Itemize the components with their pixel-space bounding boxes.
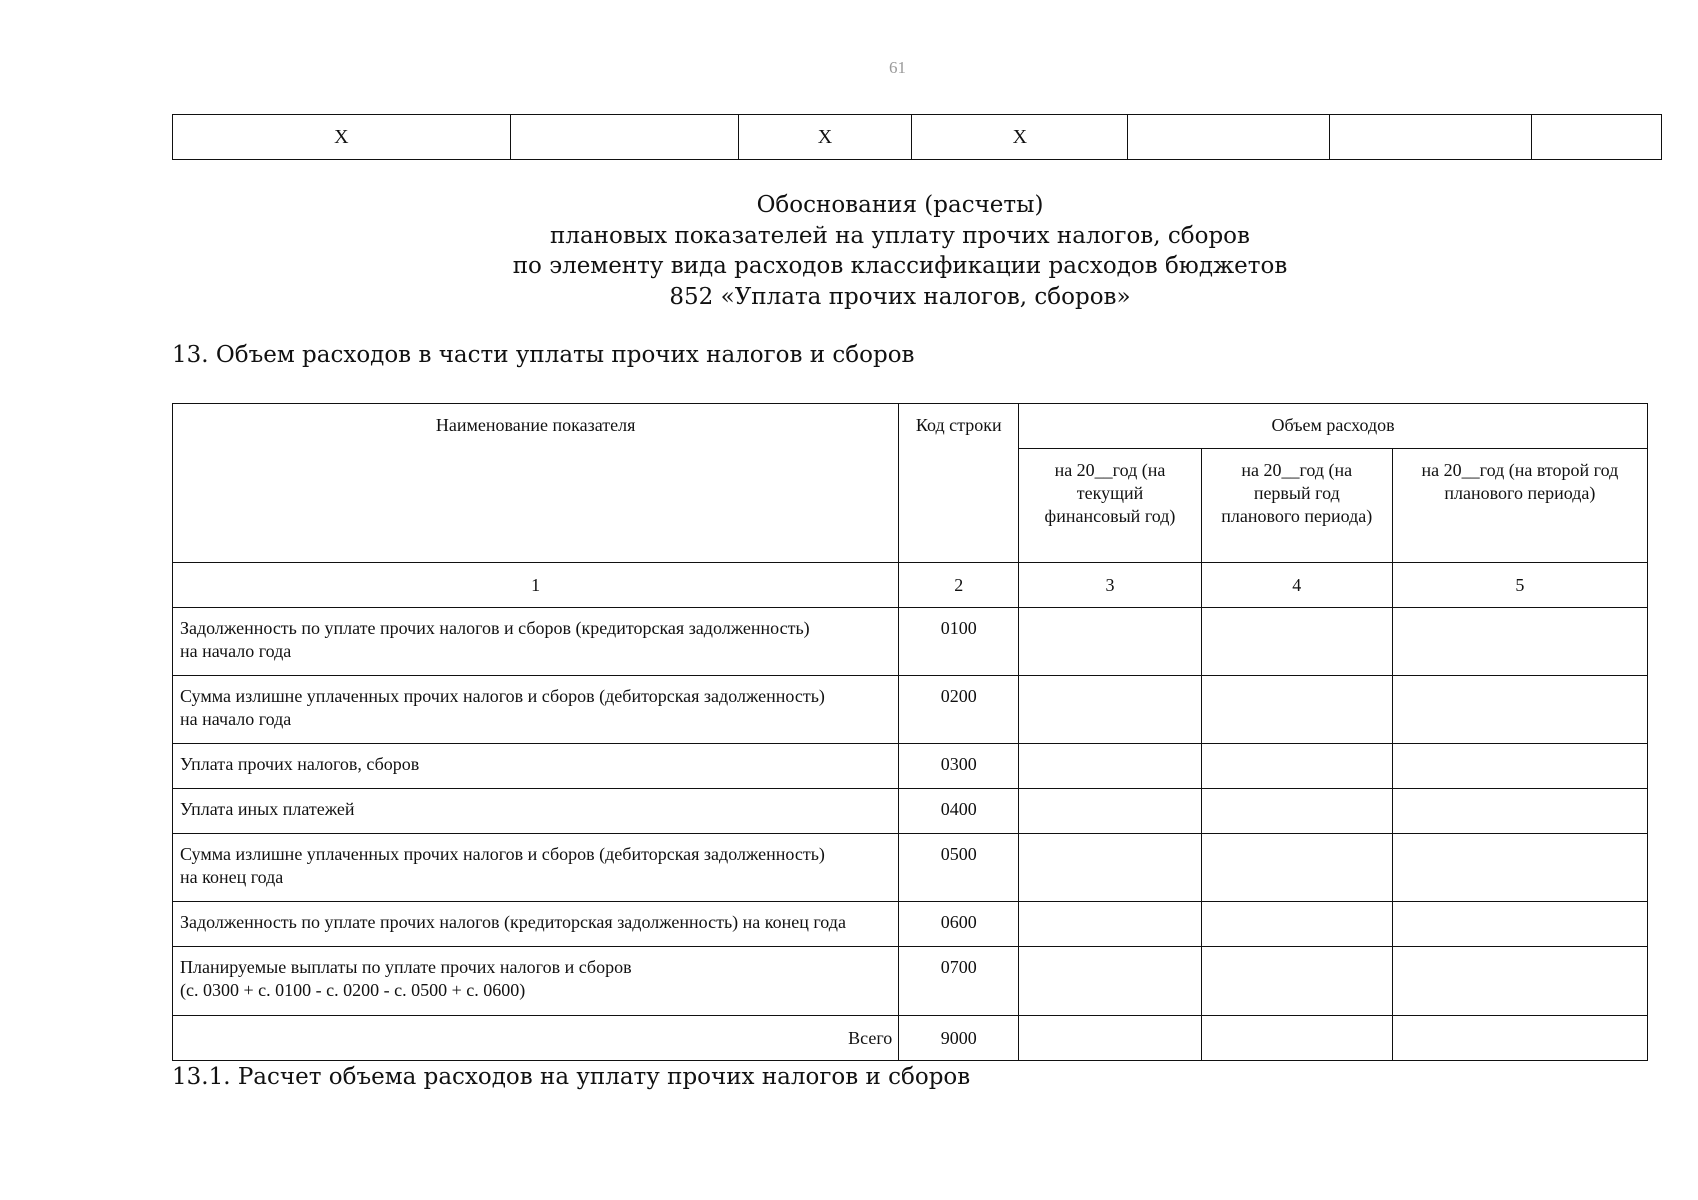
- row-name: [173, 676, 899, 744]
- subsection-heading: 13.1. Расчет объема расходов на уплату прочих налогов и сборов: [172, 1064, 971, 1090]
- continuation-table: [172, 114, 1662, 160]
- value-cell: [1019, 676, 1202, 744]
- column-number: 1: [173, 563, 899, 608]
- total-label: Всего: [173, 1016, 899, 1061]
- row-name: [173, 608, 899, 676]
- row-name-line: на конец года: [180, 867, 284, 887]
- title-line: плановых показателей на уплату прочих налогов, сборов: [550, 222, 1250, 249]
- table-row: [173, 902, 1648, 947]
- row-name-line: на начало года: [180, 709, 292, 729]
- value-cell: [1201, 834, 1392, 902]
- row-code: 0600: [899, 902, 1019, 947]
- column-number: 5: [1392, 563, 1647, 608]
- row-name-line: (с. 0300 + с. 0100 - с. 0200 - с. 0500 + с. 0600): [180, 980, 526, 1000]
- column-number: 4: [1201, 563, 1392, 608]
- continuation-cell: Х: [738, 115, 912, 160]
- table-row: [173, 834, 1648, 902]
- continuation-cell: Х: [912, 115, 1128, 160]
- row-name: [173, 744, 899, 789]
- table-row: [173, 676, 1648, 744]
- continuation-cell: Х: [173, 115, 511, 160]
- column-number: 2: [899, 563, 1019, 608]
- value-cell: [1019, 608, 1202, 676]
- value-cell: [1019, 947, 1202, 1016]
- row-name: [173, 947, 899, 1016]
- row-name-line: Планируемые выплаты по уплате прочих налогов и сборов: [180, 957, 632, 977]
- value-cell: [1019, 834, 1202, 902]
- value-cell: [1201, 789, 1392, 834]
- row-name-line: Уплата прочих налогов, сборов: [180, 754, 420, 774]
- value-cell: [1392, 947, 1647, 1016]
- row-name: [173, 902, 899, 947]
- continuation-cell: [510, 115, 738, 160]
- document-title: [340, 190, 1460, 312]
- column-number-row: [173, 563, 1648, 608]
- header-year-current: на 20__год (на текущий финансовый год): [1019, 449, 1202, 563]
- continuation-row: [173, 115, 1662, 160]
- total-code: 9000: [899, 1016, 1019, 1061]
- title-line: 852 «Уплата прочих налогов, сборов»: [669, 283, 1131, 310]
- row-code: 0700: [899, 947, 1019, 1016]
- value-cell: [1392, 789, 1647, 834]
- continuation-cell: [1128, 115, 1330, 160]
- table-row: [173, 789, 1648, 834]
- column-number: 3: [1019, 563, 1202, 608]
- value-cell: [1392, 834, 1647, 902]
- value-cell: [1392, 676, 1647, 744]
- continuation-cell: [1330, 115, 1532, 160]
- total-row: [173, 1016, 1648, 1061]
- value-cell: [1019, 744, 1202, 789]
- header-code: Код строки: [899, 404, 1019, 563]
- value-cell: [1392, 608, 1647, 676]
- continuation-cell: [1532, 115, 1662, 160]
- header-row: [173, 404, 1648, 449]
- row-name-line: Уплата иных платежей: [180, 799, 355, 819]
- value-cell: [1201, 1016, 1392, 1061]
- value-cell: [1201, 902, 1392, 947]
- value-cell: [1201, 608, 1392, 676]
- value-cell: [1019, 902, 1202, 947]
- value-cell: [1019, 1016, 1202, 1061]
- row-code: 0500: [899, 834, 1019, 902]
- table-row: [173, 608, 1648, 676]
- value-cell: [1201, 947, 1392, 1016]
- row-name-line: Задолженность по уплате прочих налогов (кредиторская задолженность) на конец года: [180, 912, 846, 932]
- row-name-line: Сумма излишне уплаченных прочих налогов и сборов (дебиторская задолженность): [180, 844, 825, 864]
- row-code: 0300: [899, 744, 1019, 789]
- table-row: [173, 744, 1648, 789]
- value-cell: [1201, 744, 1392, 789]
- header-name: Наименование показателя: [173, 404, 899, 563]
- row-name: [173, 834, 899, 902]
- table-row: [173, 947, 1648, 1016]
- value-cell: [1392, 1016, 1647, 1061]
- section-heading: 13. Объем расходов в части уплаты прочих налогов и сборов: [172, 342, 915, 368]
- row-name-line: Сумма излишне уплаченных прочих налогов и сборов (дебиторская задолженность): [180, 686, 825, 706]
- row-name-line: Задолженность по уплате прочих налогов и сборов (кредиторская задолженность): [180, 618, 810, 638]
- row-code: 0200: [899, 676, 1019, 744]
- title-line: по элементу вида расходов классификации расходов бюджетов: [512, 253, 1288, 279]
- expenses-table: [172, 403, 1648, 1061]
- header-year-first-plan: на 20__год (на первый год планового периода): [1201, 449, 1392, 563]
- value-cell: [1201, 676, 1392, 744]
- value-cell: [1392, 902, 1647, 947]
- page-number: 61: [889, 58, 906, 77]
- header-volume: Объем расходов: [1019, 404, 1648, 449]
- row-name: [173, 789, 899, 834]
- header-year-second-plan: на 20__год (на второй год планового периода): [1392, 449, 1647, 563]
- title-line: Обоснования (расчеты): [756, 192, 1044, 218]
- row-code: 0400: [899, 789, 1019, 834]
- row-name-line: на начало года: [180, 641, 292, 661]
- row-code: 0100: [899, 608, 1019, 676]
- value-cell: [1392, 744, 1647, 789]
- value-cell: [1019, 789, 1202, 834]
